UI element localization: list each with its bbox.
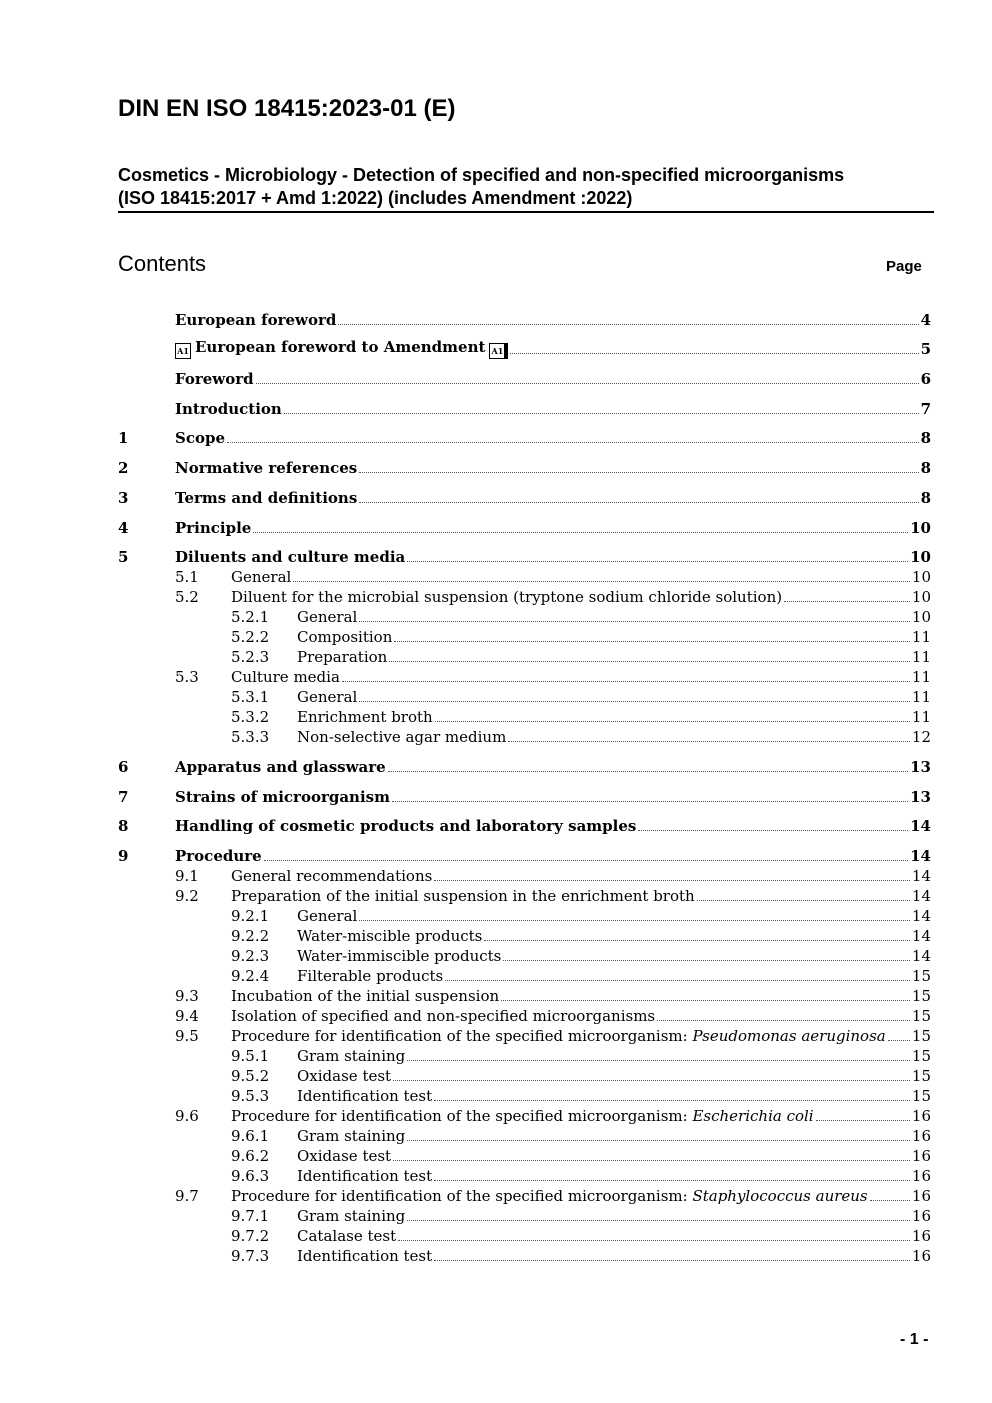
toc-entry-title	[231, 1026, 886, 1046]
toc-entry-page: 11	[911, 708, 931, 727]
toc-entry-page: 15	[911, 1086, 931, 1105]
toc-entry-title	[175, 757, 386, 777]
dot-leader	[407, 560, 908, 562]
toc-entry-page: 14	[911, 946, 931, 965]
toc-entry-page: 8	[920, 488, 931, 507]
toc-entry-title-text: Procedure for identification of the specified microorganism:	[231, 1106, 693, 1125]
dot-leader	[393, 1159, 910, 1161]
toc-entry-number: 5.3.1	[231, 688, 270, 707]
toc-entry-title-text: European foreword	[175, 310, 337, 329]
toc-entry-title-text: Identification test	[297, 1166, 433, 1185]
toc-entry-number: 9.5	[175, 1026, 199, 1045]
toc-entry[interactable]	[118, 986, 931, 1006]
dot-leader	[256, 382, 919, 384]
toc-entry[interactable]	[118, 607, 931, 627]
toc-entry-title-text: General recommendations	[231, 866, 433, 885]
toc-entry-number: 8	[118, 817, 129, 836]
toc-entry-number: 7	[118, 787, 129, 806]
toc-entry[interactable]	[118, 966, 931, 986]
toc-entry-title	[297, 946, 501, 966]
toc-entry-title	[297, 687, 357, 707]
toc-entry-page: 16	[911, 1106, 931, 1125]
toc-entry-title-text: Water-miscible products	[297, 926, 483, 945]
toc-entry-title-text: Isolation of specified and non-specified microorganisms	[231, 1006, 656, 1025]
toc-entry-title	[231, 1186, 868, 1206]
toc-entry-title-text: Handling of cosmetic products and laboratory samples	[175, 817, 637, 836]
toc-entry[interactable]	[118, 389, 931, 419]
toc-entry-number: 5.2	[175, 588, 199, 607]
toc-entry-page: 4	[920, 310, 931, 329]
toc-entry-number: 9	[118, 846, 129, 865]
dot-leader	[398, 1239, 910, 1241]
toc-entry[interactable]	[118, 478, 931, 508]
toc-entry-title	[297, 627, 392, 647]
toc-entry-number: 1	[118, 429, 129, 448]
toc-entry-title	[175, 458, 357, 478]
toc-entry-number: 9.2.1	[231, 906, 270, 925]
dot-leader	[501, 999, 910, 1001]
page-number: - 1 -	[900, 1331, 929, 1348]
toc-entry-title-text: Scope	[175, 429, 226, 448]
toc-entry[interactable]	[118, 836, 931, 866]
toc-entry-title-text: Terms and definitions	[175, 488, 358, 507]
dot-leader	[434, 1259, 910, 1261]
toc-entry-number: 3	[118, 488, 129, 507]
toc-entry-species-name: Pseudomonas aeruginosa	[692, 1026, 886, 1045]
toc-entry[interactable]	[118, 1006, 931, 1026]
toc-entry-number: 9.7.2	[231, 1226, 270, 1245]
toc-entry[interactable]	[118, 1206, 931, 1226]
dot-leader	[342, 680, 910, 682]
toc-entry[interactable]	[118, 946, 931, 966]
toc-entry-title	[297, 1146, 391, 1166]
toc-entry-number: 9.5.3	[231, 1086, 270, 1105]
toc-entry-title-text: European foreword to Amendment	[195, 338, 486, 357]
toc-entry-title	[297, 966, 443, 986]
toc-entry-page: 8	[920, 459, 931, 478]
toc-entry-title	[175, 816, 636, 836]
toc-entry-page: 16	[911, 1206, 931, 1225]
toc-entry-title	[231, 1106, 814, 1126]
dot-leader	[393, 1079, 910, 1081]
toc-entry-title-text: Water-immiscible products	[297, 946, 502, 965]
toc-entry-number: 5.1	[175, 568, 199, 587]
toc-entry-title	[297, 647, 387, 667]
toc-entry-title	[231, 587, 782, 607]
toc-entry-number: 9.7.3	[231, 1246, 270, 1265]
toc-entry-number: 4	[118, 518, 129, 537]
subtitle-line-2: (ISO 18415:2017 + Amd 1:2022) (includes Amendment :2022)	[118, 188, 633, 208]
toc-entry-number: 5.3.2	[231, 708, 270, 727]
toc-entry-page: 10	[910, 548, 931, 567]
toc-entry-title-text: Non-selective agar medium	[297, 728, 507, 747]
toc-entry-number: 9.5.2	[231, 1066, 270, 1085]
toc-entry-title	[297, 1066, 391, 1086]
toc-entry-number: 5.3	[175, 668, 199, 687]
toc-entry-number: 5.2.1	[231, 608, 270, 627]
toc-entry[interactable]	[118, 707, 931, 727]
toc-entry-title	[231, 667, 340, 687]
subtitle-line-1: Cosmetics - Microbiology - Detection of specified and non-specified microorganisms	[118, 165, 845, 185]
toc-entry-title	[175, 787, 390, 807]
toc-entry[interactable]	[118, 1106, 931, 1126]
dot-leader	[284, 412, 919, 414]
toc-entry-title	[297, 727, 506, 747]
toc-entry-title	[297, 1226, 396, 1246]
toc-entry-page: 14	[910, 846, 931, 865]
dot-leader	[445, 979, 910, 981]
toc-entry[interactable]	[118, 1046, 931, 1066]
dot-leader	[484, 939, 910, 941]
dot-leader	[264, 859, 908, 861]
toc-entry-title	[231, 1006, 655, 1026]
document-subtitle	[118, 164, 934, 213]
toc-entry-title	[231, 886, 695, 906]
toc-entry-title	[297, 707, 433, 727]
toc-entry-title-text: Gram staining	[297, 1126, 406, 1145]
toc-entry-page: 11	[911, 688, 931, 707]
toc-entry[interactable]	[118, 906, 931, 926]
toc-entry-title-text: Diluents and culture media	[175, 548, 406, 567]
toc-entry-title	[175, 428, 225, 448]
toc-entry-number: 9.2	[175, 886, 199, 905]
toc-entry-title-text: Strains of microorganism	[175, 787, 390, 806]
toc-entry-title-text: Preparation	[297, 648, 388, 667]
toc-entry-title	[297, 1126, 405, 1146]
dot-leader	[394, 640, 910, 642]
toc-entry-title	[175, 488, 357, 508]
toc-entry-page: 14	[911, 866, 931, 885]
toc-entry-title	[175, 846, 262, 866]
toc-entry-page: 16	[911, 1146, 931, 1165]
toc-entry[interactable]	[118, 627, 931, 647]
contents-heading: Contents	[118, 251, 207, 276]
toc-entry[interactable]	[118, 687, 931, 707]
toc-entry-title-text: Principle	[175, 518, 252, 537]
toc-entry[interactable]	[118, 1066, 931, 1086]
toc-entry-number: 5	[118, 548, 129, 567]
toc-entry-page: 5	[920, 340, 931, 359]
toc-entry[interactable]	[118, 1146, 931, 1166]
dot-leader	[434, 1179, 910, 1181]
toc-entry[interactable]	[118, 1026, 931, 1046]
toc-entry-title	[297, 607, 357, 627]
toc-entry-title-text: Identification test	[297, 1086, 433, 1105]
toc-entry[interactable]	[118, 448, 931, 478]
toc-entry-number: 9.6.2	[231, 1146, 270, 1165]
toc-entry-page: 16	[911, 1166, 931, 1185]
toc-entry-page: 11	[911, 628, 931, 647]
toc-entry-page: 15	[911, 986, 931, 1005]
toc-entry-title	[175, 337, 508, 359]
toc-entry-page: 16	[911, 1226, 931, 1245]
toc-entry-title-text: Gram staining	[297, 1046, 406, 1065]
dot-leader	[697, 899, 910, 901]
toc-entry-title-text: General	[297, 688, 358, 707]
toc-entry-number: 9.7	[175, 1186, 199, 1205]
toc-entry-title-text: Filterable products	[297, 966, 444, 985]
dot-leader	[359, 501, 918, 503]
dot-leader	[435, 720, 910, 722]
dot-leader	[389, 660, 910, 662]
toc-entry[interactable]	[118, 538, 931, 568]
toc-entry-number: 9.2.3	[231, 946, 270, 965]
toc-entry-number: 6	[118, 757, 129, 776]
toc-entry-page: 12	[911, 728, 931, 747]
toc-entry-species-name: Escherichia coli	[692, 1106, 814, 1125]
toc-entry-page: 15	[911, 1006, 931, 1025]
toc-entry-page: 11	[911, 668, 931, 687]
toc-entry-title-text: Apparatus and glassware	[175, 757, 386, 776]
toc-entry[interactable]	[118, 1166, 931, 1186]
toc-entry-title-text: Normative references	[175, 459, 358, 478]
dot-leader	[338, 323, 918, 325]
toc-entry-title	[231, 866, 432, 886]
toc-entry-number: 9.2.2	[231, 926, 270, 945]
dot-leader	[870, 1199, 910, 1201]
toc-entry[interactable]	[118, 1086, 931, 1106]
toc-entry-title-text: Oxidase test	[297, 1146, 392, 1165]
toc-entry-title-text: Preparation of the initial suspension in the enrichment broth	[231, 886, 695, 905]
toc-entry-title-text: General	[297, 608, 358, 627]
toc-entry-number: 9.2.4	[231, 966, 270, 985]
document-id: DIN EN ISO 18415:2023-01 (E)	[118, 95, 456, 122]
toc-entry-species-name: Staphylococcus aureus	[692, 1186, 868, 1205]
table-of-contents	[118, 300, 931, 1266]
toc-entry-title	[297, 926, 482, 946]
toc-entry[interactable]	[118, 727, 931, 747]
toc-entry[interactable]	[118, 747, 931, 777]
toc-entry-number: 9.4	[175, 1006, 199, 1025]
toc-entry-number: 9.5.1	[231, 1046, 270, 1065]
toc-entry-page: 13	[910, 787, 931, 806]
toc-entry-page: 14	[911, 906, 931, 925]
toc-entry-page: 6	[920, 370, 931, 389]
toc-entry-page: 16	[911, 1246, 931, 1265]
toc-entry-page: 13	[910, 757, 931, 776]
toc-entry-page: 10	[911, 588, 931, 607]
toc-entry-page: 16	[911, 1186, 931, 1205]
toc-entry[interactable]	[118, 567, 931, 587]
toc-entry-title	[231, 986, 499, 1006]
toc-entry-title	[297, 1086, 432, 1106]
toc-entry[interactable]	[118, 419, 931, 449]
toc-entry-title	[175, 518, 251, 538]
toc-entry[interactable]	[118, 777, 931, 807]
toc-entry-title-text: General	[297, 906, 358, 925]
toc-entry[interactable]	[118, 926, 931, 946]
toc-entry-number: 2	[118, 459, 129, 478]
dot-leader	[253, 531, 908, 533]
toc-entry-page: 7	[920, 399, 931, 418]
dot-leader	[359, 700, 910, 702]
toc-entry-title	[175, 310, 336, 330]
toc-entry-number: 9.7.1	[231, 1206, 270, 1225]
toc-entry-title	[297, 1206, 405, 1226]
toc-entry-page: 14	[911, 886, 931, 905]
toc-entry[interactable]	[118, 1246, 931, 1266]
toc-entry-title-text: Catalase test	[297, 1226, 397, 1245]
toc-entry-page: 8	[920, 429, 931, 448]
toc-entry[interactable]	[118, 1126, 931, 1146]
dot-leader	[816, 1119, 910, 1121]
toc-entry-title-text: Introduction	[175, 399, 282, 418]
dot-leader	[888, 1039, 910, 1041]
toc-entry[interactable]	[118, 886, 931, 906]
toc-entry-title-text: Procedure for identification of the specified microorganism:	[231, 1186, 693, 1205]
toc-entry-title-text: Incubation of the initial suspension	[231, 986, 500, 1005]
dot-leader	[359, 471, 918, 473]
dot-leader	[392, 800, 908, 802]
toc-entry-page: 15	[911, 966, 931, 985]
toc-entry-title-text: Composition	[297, 628, 393, 647]
toc-entry-page: 10	[911, 608, 931, 627]
toc-entry[interactable]	[118, 1226, 931, 1246]
toc-entry-number: 5.3.3	[231, 728, 270, 747]
amendment-start-icon: A1	[175, 343, 191, 359]
toc-entry-title	[175, 369, 254, 389]
toc-entry[interactable]	[118, 667, 931, 687]
toc-entry-number: 5.2.2	[231, 628, 270, 647]
dot-leader	[784, 600, 910, 602]
dot-leader	[510, 352, 918, 354]
toc-entry[interactable]	[118, 587, 931, 607]
toc-entry-page: 14	[910, 817, 931, 836]
toc-entry-title-text: Diluent for the microbial suspension (tryptone sodium chloride solution)	[231, 588, 783, 607]
dot-leader	[434, 879, 910, 881]
toc-entry-title-text: General	[231, 568, 292, 587]
dot-leader	[359, 620, 910, 622]
toc-entry-title	[175, 547, 405, 567]
toc-entry-number: 9.6.1	[231, 1126, 270, 1145]
toc-entry[interactable]	[118, 330, 931, 360]
toc-entry[interactable]	[118, 647, 931, 667]
toc-entry[interactable]	[118, 300, 931, 330]
toc-entry[interactable]	[118, 359, 931, 389]
toc-entry-title-text: Procedure	[175, 846, 262, 865]
dot-leader	[293, 580, 910, 582]
toc-entry-number: 9.6	[175, 1106, 199, 1125]
toc-entry-title	[297, 906, 357, 926]
toc-entry-number: 9.1	[175, 866, 199, 885]
page-column-label: Page	[886, 258, 922, 275]
dot-leader	[508, 740, 910, 742]
toc-entry-title	[175, 399, 282, 419]
dot-leader	[657, 1019, 910, 1021]
toc-entry-page: 11	[911, 648, 931, 667]
toc-entry[interactable]	[118, 1186, 931, 1206]
dot-leader	[407, 1219, 910, 1221]
toc-entry-title-text: Foreword	[175, 370, 254, 389]
toc-entry-title	[297, 1246, 432, 1266]
dot-leader	[388, 770, 908, 772]
toc-entry-title-text: Oxidase test	[297, 1066, 392, 1085]
toc-entry[interactable]	[118, 807, 931, 837]
toc-entry-page: 10	[910, 518, 931, 537]
dot-leader	[638, 829, 908, 831]
toc-entry-title	[297, 1046, 405, 1066]
toc-entry-title-text: Procedure for identification of the specified microorganism:	[231, 1026, 693, 1045]
toc-entry-page: 16	[911, 1126, 931, 1145]
toc-entry-page: 15	[911, 1046, 931, 1065]
dot-leader	[407, 1139, 910, 1141]
dot-leader	[407, 1059, 910, 1061]
dot-leader	[227, 441, 919, 443]
toc-entry-title-text: Gram staining	[297, 1206, 406, 1225]
toc-entry[interactable]	[118, 508, 931, 538]
toc-entry-title-text: Identification test	[297, 1246, 433, 1265]
amendment-end-icon: A1	[489, 343, 508, 359]
toc-entry[interactable]	[118, 866, 931, 886]
toc-entry-title	[231, 567, 291, 587]
toc-entry-title	[297, 1166, 432, 1186]
toc-entry-page: 15	[911, 1026, 931, 1045]
dot-leader	[359, 919, 910, 921]
dot-leader	[503, 959, 910, 961]
toc-entry-title-text: Enrichment broth	[297, 708, 433, 727]
toc-entry-number: 5.2.3	[231, 648, 270, 667]
toc-entry-number: 9.3	[175, 986, 199, 1005]
toc-entry-page: 15	[911, 1066, 931, 1085]
toc-entry-number: 9.6.3	[231, 1166, 270, 1185]
toc-entry-page: 10	[911, 568, 931, 587]
dot-leader	[434, 1099, 910, 1101]
toc-entry-title-text: Culture media	[231, 668, 340, 687]
toc-entry-page: 14	[911, 926, 931, 945]
